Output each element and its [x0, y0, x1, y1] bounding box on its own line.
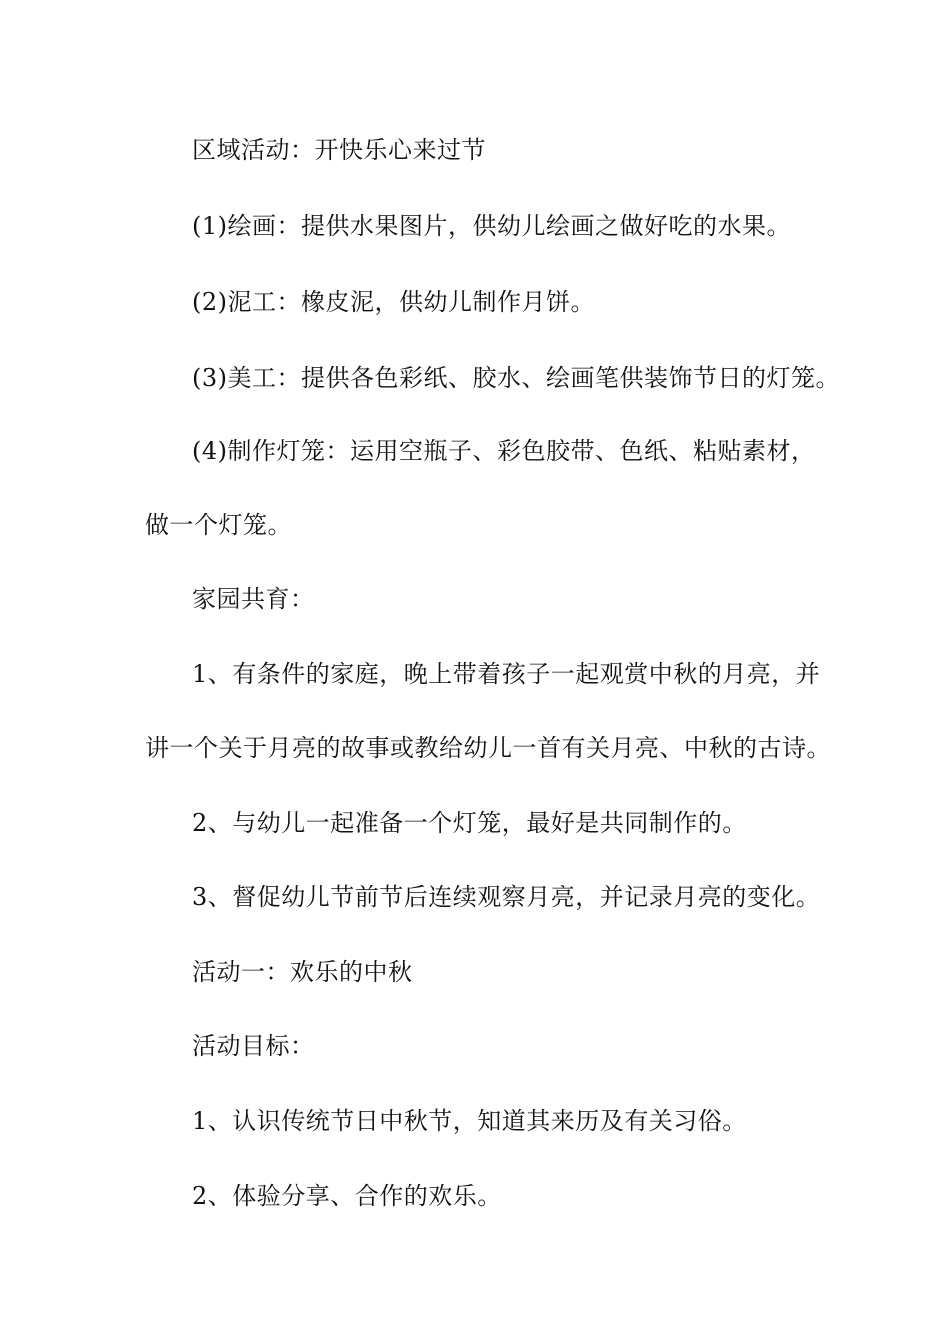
- section-heading-area-activity: 区域活动：开快乐心来过节: [192, 136, 486, 164]
- section-heading-activity-one: 活动一：欢乐的中秋: [192, 958, 413, 986]
- paragraph-item-painting: (1)绘画：提供水果图片，供幼儿绘画之做好吃的水果。: [192, 212, 791, 240]
- paragraph-home-item-1: 1、有条件的家庭，晚上带着孩子一起观赏中秋的月亮，并: [192, 660, 821, 688]
- paragraph-goal-item-1: 1、认识传统节日中秋节，知道其来历及有关习俗。: [192, 1107, 747, 1135]
- paragraph-item-clay: (2)泥工：橡皮泥，供幼儿制作月饼。: [192, 288, 595, 316]
- subheading-activity-goals: 活动目标：: [192, 1032, 315, 1060]
- paragraph-goal-item-2: 2、体验分享、合作的欢乐。: [192, 1182, 502, 1210]
- paragraph-item-art: (3)美工：提供各色彩纸、胶水、绘画笔供装饰节日的灯笼。: [192, 364, 840, 392]
- section-heading-home-school: 家园共育：: [192, 585, 315, 613]
- paragraph-item-lantern: (4)制作灯笼：运用空瓶子、彩色胶带、色纸、粘贴素材，: [192, 437, 816, 465]
- paragraph-home-item-2: 2、与幼儿一起准备一个灯笼，最好是共同制作的。: [192, 809, 747, 837]
- paragraph-home-item-3: 3、督促幼儿节前节后连续观察月亮，并记录月亮的变化。: [192, 883, 821, 911]
- paragraph-home-item-1-continued: 讲一个关于月亮的故事或教给幼儿一首有关月亮、中秋的古诗。: [145, 734, 831, 762]
- paragraph-item-lantern-continued: 做一个灯笼。: [145, 511, 292, 539]
